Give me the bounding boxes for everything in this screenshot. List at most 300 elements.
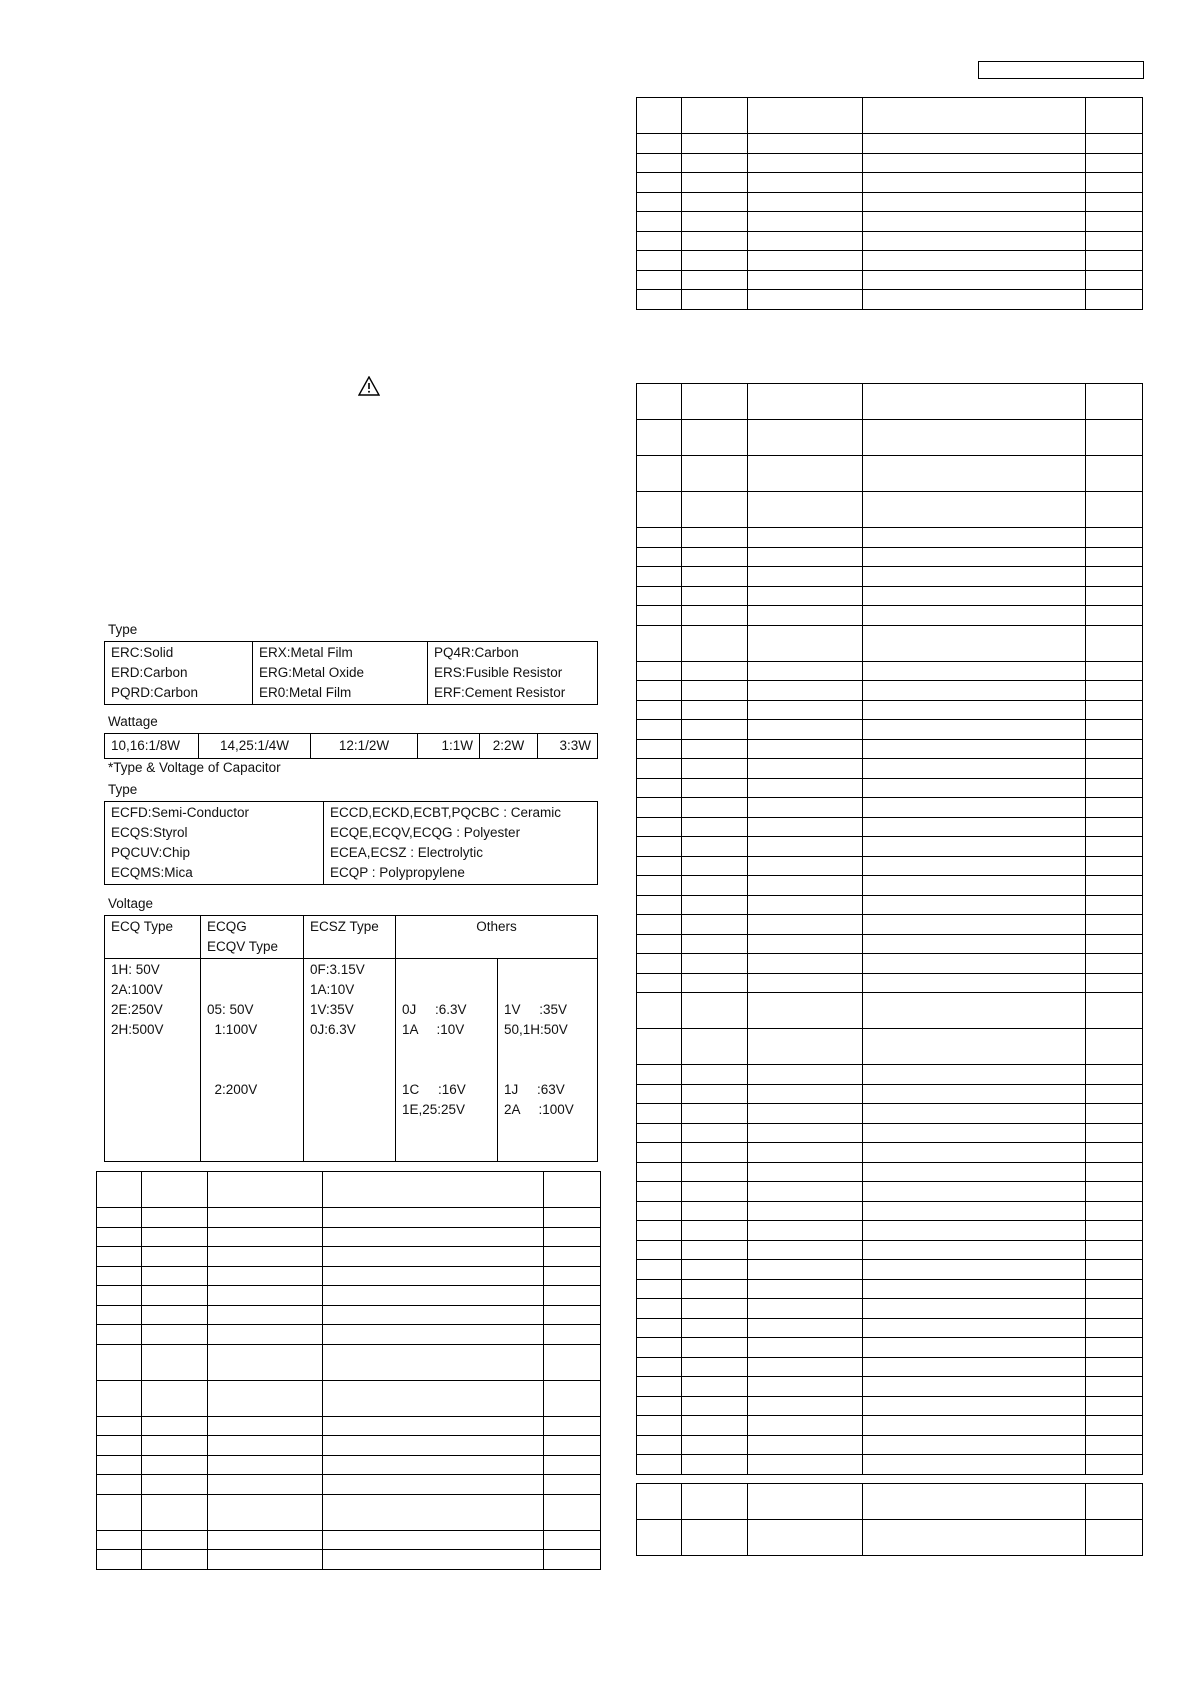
parts-cell bbox=[682, 1520, 748, 1556]
parts-cell bbox=[682, 1455, 748, 1475]
parts-cell bbox=[682, 567, 748, 587]
parts-cell bbox=[863, 1435, 1086, 1455]
parts-cell bbox=[748, 1484, 863, 1520]
parts-cell bbox=[682, 1299, 748, 1319]
parts-cell bbox=[682, 492, 748, 528]
parts-cell bbox=[863, 759, 1086, 779]
parts-cell bbox=[97, 1455, 142, 1475]
parts-cell bbox=[544, 1172, 601, 1208]
parts-cell bbox=[863, 837, 1086, 857]
parts-cell bbox=[863, 798, 1086, 818]
parts-row bbox=[637, 492, 1143, 528]
parts-cell bbox=[637, 606, 682, 626]
parts-cell bbox=[863, 934, 1086, 954]
parts-cell bbox=[637, 251, 682, 271]
parts-cell bbox=[863, 915, 1086, 935]
parts-row bbox=[97, 1227, 601, 1247]
parts-cell bbox=[682, 1084, 748, 1104]
parts-row bbox=[637, 895, 1143, 915]
parts-cell bbox=[97, 1305, 142, 1325]
parts-cell bbox=[637, 384, 682, 420]
capacitor-type-table bbox=[104, 801, 598, 885]
parts-cell bbox=[748, 1520, 863, 1556]
parts-cell bbox=[1086, 1455, 1143, 1475]
parts-cell bbox=[682, 270, 748, 290]
parts-cell bbox=[323, 1208, 544, 1228]
parts-cell bbox=[748, 134, 863, 154]
parts-cell bbox=[637, 798, 682, 818]
parts-row bbox=[637, 625, 1143, 661]
parts-cell bbox=[323, 1475, 544, 1495]
parts-cell bbox=[1086, 1143, 1143, 1163]
parts-cell bbox=[682, 1123, 748, 1143]
parts-cell bbox=[142, 1208, 208, 1228]
parts-table-right-bottom bbox=[636, 1483, 1143, 1556]
parts-cell bbox=[637, 1162, 682, 1182]
parts-cell bbox=[637, 876, 682, 896]
parts-cell bbox=[1086, 173, 1143, 193]
parts-cell bbox=[637, 1299, 682, 1319]
parts-cell bbox=[682, 1484, 748, 1520]
parts-cell bbox=[748, 1143, 863, 1163]
parts-cell bbox=[208, 1286, 323, 1306]
resistor-type-table bbox=[104, 641, 598, 705]
parts-cell bbox=[682, 1182, 748, 1202]
parts-cell bbox=[863, 528, 1086, 548]
parts-cell bbox=[637, 1318, 682, 1338]
parts-cell bbox=[863, 134, 1086, 154]
parts-cell bbox=[637, 856, 682, 876]
parts-cell bbox=[748, 1182, 863, 1202]
parts-cell bbox=[637, 681, 682, 701]
parts-row bbox=[637, 1065, 1143, 1085]
parts-cell bbox=[97, 1550, 142, 1570]
parts-cell bbox=[208, 1325, 323, 1345]
parts-row bbox=[637, 661, 1143, 681]
parts-cell bbox=[682, 973, 748, 993]
parts-cell bbox=[1086, 1240, 1143, 1260]
parts-row bbox=[97, 1305, 601, 1325]
parts-cell bbox=[748, 1435, 863, 1455]
parts-cell bbox=[863, 625, 1086, 661]
parts-cell bbox=[544, 1455, 601, 1475]
parts-cell bbox=[637, 837, 682, 857]
parts-header-row bbox=[637, 384, 1143, 420]
parts-cell bbox=[863, 290, 1086, 310]
parts-cell bbox=[748, 173, 863, 193]
capacitor-type-col-2: ECCD,ECKD,ECBT,PQCBC : Ceramic ECQE,ECQV,ECQG : Polyester ECEA,ECSZ : Electrolytic ECQP : Polypropylene bbox=[324, 802, 598, 885]
parts-cell bbox=[748, 1240, 863, 1260]
parts-cell bbox=[637, 231, 682, 251]
parts-cell bbox=[637, 661, 682, 681]
resistor-type-col-3: PQ4R:Carbon ERS:Fusible Resistor ERF:Cement Resistor bbox=[428, 642, 598, 705]
parts-cell bbox=[637, 1484, 682, 1520]
parts-cell bbox=[682, 661, 748, 681]
parts-cell bbox=[682, 606, 748, 626]
parts-cell bbox=[208, 1530, 323, 1550]
parts-cell bbox=[97, 1475, 142, 1495]
parts-cell bbox=[637, 528, 682, 548]
parts-cell bbox=[1086, 1029, 1143, 1065]
parts-row bbox=[637, 1279, 1143, 1299]
parts-cell bbox=[863, 778, 1086, 798]
parts-cell bbox=[863, 567, 1086, 587]
parts-cell bbox=[1086, 290, 1143, 310]
capacitor-type-label: Type bbox=[108, 782, 138, 797]
parts-cell bbox=[1086, 1416, 1143, 1436]
parts-cell bbox=[682, 1396, 748, 1416]
parts-cell bbox=[208, 1416, 323, 1436]
parts-cell bbox=[637, 1029, 682, 1065]
parts-cell bbox=[142, 1247, 208, 1267]
parts-header-row bbox=[97, 1172, 601, 1208]
parts-cell bbox=[544, 1436, 601, 1456]
parts-row bbox=[637, 290, 1143, 310]
parts-cell bbox=[323, 1227, 544, 1247]
parts-cell bbox=[637, 547, 682, 567]
parts-cell bbox=[1086, 1123, 1143, 1143]
parts-cell bbox=[97, 1344, 142, 1380]
parts-cell bbox=[637, 1240, 682, 1260]
parts-cell bbox=[637, 954, 682, 974]
parts-cell bbox=[863, 876, 1086, 896]
parts-cell bbox=[323, 1247, 544, 1267]
parts-cell bbox=[1086, 1104, 1143, 1124]
parts-row bbox=[637, 1299, 1143, 1319]
parts-cell bbox=[748, 915, 863, 935]
parts-cell bbox=[637, 567, 682, 587]
parts-cell bbox=[1086, 1484, 1143, 1520]
capacitor-type-col-1: ECFD:Semi-Conductor ECQS:Styrol PQCUV:Chip ECQMS:Mica bbox=[105, 802, 324, 885]
parts-cell bbox=[748, 876, 863, 896]
parts-cell bbox=[637, 759, 682, 779]
parts-cell bbox=[863, 1221, 1086, 1241]
parts-cell bbox=[544, 1286, 601, 1306]
parts-cell bbox=[748, 778, 863, 798]
parts-row bbox=[637, 173, 1143, 193]
parts-cell bbox=[748, 1318, 863, 1338]
parts-cell bbox=[544, 1227, 601, 1247]
parts-cell bbox=[748, 1338, 863, 1358]
parts-cell bbox=[97, 1530, 142, 1550]
parts-cell bbox=[682, 547, 748, 567]
parts-row bbox=[637, 1416, 1143, 1436]
parts-cell bbox=[142, 1475, 208, 1495]
wattage-cell: 2:2W bbox=[480, 734, 538, 759]
parts-row bbox=[637, 153, 1143, 173]
parts-cell bbox=[748, 456, 863, 492]
parts-cell bbox=[682, 778, 748, 798]
parts-cell bbox=[142, 1344, 208, 1380]
parts-cell bbox=[748, 1104, 863, 1124]
parts-cell bbox=[863, 895, 1086, 915]
parts-cell bbox=[637, 1279, 682, 1299]
parts-cell bbox=[863, 173, 1086, 193]
parts-cell bbox=[1086, 528, 1143, 548]
parts-cell bbox=[748, 895, 863, 915]
parts-cell bbox=[682, 817, 748, 837]
parts-cell bbox=[544, 1208, 601, 1228]
parts-cell bbox=[682, 700, 748, 720]
parts-cell bbox=[863, 586, 1086, 606]
parts-cell bbox=[682, 1377, 748, 1397]
parts-header-row bbox=[637, 1484, 1143, 1520]
parts-cell bbox=[682, 1416, 748, 1436]
parts-cell bbox=[682, 1357, 748, 1377]
parts-cell bbox=[682, 134, 748, 154]
parts-cell bbox=[682, 384, 748, 420]
parts-row bbox=[637, 954, 1143, 974]
parts-cell bbox=[637, 934, 682, 954]
parts-cell bbox=[748, 993, 863, 1029]
parts-cell bbox=[1086, 1162, 1143, 1182]
parts-cell bbox=[682, 856, 748, 876]
parts-row bbox=[97, 1344, 601, 1380]
parts-cell bbox=[323, 1380, 544, 1416]
parts-cell bbox=[748, 1357, 863, 1377]
parts-cell bbox=[748, 1377, 863, 1397]
parts-row bbox=[637, 212, 1143, 232]
parts-cell bbox=[682, 1162, 748, 1182]
parts-cell bbox=[97, 1436, 142, 1456]
parts-cell bbox=[1086, 1520, 1143, 1556]
parts-row bbox=[637, 1162, 1143, 1182]
parts-cell bbox=[1086, 1084, 1143, 1104]
parts-row bbox=[637, 1318, 1143, 1338]
parts-row bbox=[637, 681, 1143, 701]
parts-row bbox=[637, 1396, 1143, 1416]
parts-cell bbox=[637, 1201, 682, 1221]
parts-cell bbox=[142, 1530, 208, 1550]
wattage-cell: 10,16:1/8W bbox=[105, 734, 199, 759]
parts-cell bbox=[1086, 954, 1143, 974]
parts-row bbox=[637, 759, 1143, 779]
parts-cell bbox=[637, 1065, 682, 1085]
parts-cell bbox=[1086, 1338, 1143, 1358]
parts-cell bbox=[323, 1530, 544, 1550]
parts-cell bbox=[637, 993, 682, 1029]
parts-cell bbox=[863, 251, 1086, 271]
parts-row bbox=[637, 528, 1143, 548]
parts-cell bbox=[863, 384, 1086, 420]
parts-cell bbox=[863, 1338, 1086, 1358]
parts-cell bbox=[748, 290, 863, 310]
parts-cell bbox=[748, 759, 863, 779]
document-code-box bbox=[978, 61, 1144, 79]
parts-cell bbox=[208, 1494, 323, 1530]
parts-cell bbox=[682, 837, 748, 857]
voltage-header-ecsz: ECSZ Type bbox=[304, 916, 396, 959]
parts-cell bbox=[1086, 134, 1143, 154]
voltage-header-ecq: ECQ Type bbox=[105, 916, 201, 959]
parts-row bbox=[97, 1530, 601, 1550]
parts-cell bbox=[682, 1065, 748, 1085]
parts-cell bbox=[748, 1123, 863, 1143]
voltage-column: 05: 50V 1:100V 2:200V bbox=[201, 959, 304, 1162]
parts-row bbox=[637, 231, 1143, 251]
parts-cell bbox=[863, 1260, 1086, 1280]
parts-row bbox=[97, 1208, 601, 1228]
parts-cell bbox=[1086, 1065, 1143, 1085]
parts-cell bbox=[637, 1084, 682, 1104]
parts-cell bbox=[682, 1240, 748, 1260]
parts-cell bbox=[1086, 567, 1143, 587]
parts-cell bbox=[544, 1247, 601, 1267]
parts-cell bbox=[323, 1550, 544, 1570]
parts-cell bbox=[142, 1436, 208, 1456]
parts-cell bbox=[682, 251, 748, 271]
parts-cell bbox=[637, 153, 682, 173]
parts-cell bbox=[637, 98, 682, 134]
parts-cell bbox=[208, 1344, 323, 1380]
parts-cell bbox=[682, 528, 748, 548]
parts-header-row bbox=[637, 98, 1143, 134]
wattage-cell: 1:1W bbox=[418, 734, 480, 759]
parts-cell bbox=[1086, 993, 1143, 1029]
parts-cell bbox=[863, 1455, 1086, 1475]
parts-cell bbox=[748, 1201, 863, 1221]
parts-cell bbox=[863, 1520, 1086, 1556]
parts-cell bbox=[208, 1475, 323, 1495]
parts-cell bbox=[97, 1208, 142, 1228]
parts-cell bbox=[637, 973, 682, 993]
parts-row bbox=[637, 973, 1143, 993]
parts-cell bbox=[748, 1299, 863, 1319]
parts-cell bbox=[323, 1455, 544, 1475]
parts-table-right-top bbox=[636, 97, 1143, 310]
parts-row bbox=[637, 1104, 1143, 1124]
parts-cell bbox=[323, 1172, 544, 1208]
parts-cell bbox=[637, 1357, 682, 1377]
parts-cell bbox=[863, 420, 1086, 456]
parts-cell bbox=[748, 384, 863, 420]
parts-cell bbox=[748, 837, 863, 857]
parts-cell bbox=[748, 492, 863, 528]
parts-cell bbox=[748, 625, 863, 661]
parts-cell bbox=[682, 1279, 748, 1299]
voltage-header-ecqg-ecqv: ECQG ECQV Type bbox=[201, 916, 304, 959]
parts-cell bbox=[142, 1172, 208, 1208]
parts-cell bbox=[863, 1143, 1086, 1163]
parts-row bbox=[637, 1182, 1143, 1202]
parts-cell bbox=[637, 817, 682, 837]
parts-row bbox=[637, 1029, 1143, 1065]
parts-cell bbox=[1086, 973, 1143, 993]
parts-cell bbox=[637, 456, 682, 492]
parts-row bbox=[637, 1455, 1143, 1475]
parts-cell bbox=[1086, 153, 1143, 173]
parts-cell bbox=[1086, 456, 1143, 492]
parts-row bbox=[637, 798, 1143, 818]
parts-cell bbox=[208, 1380, 323, 1416]
parts-cell bbox=[1086, 384, 1143, 420]
parts-row bbox=[637, 1240, 1143, 1260]
parts-cell bbox=[1086, 895, 1143, 915]
parts-cell bbox=[682, 759, 748, 779]
parts-row bbox=[637, 1520, 1143, 1556]
parts-table-right-middle bbox=[636, 383, 1143, 1475]
parts-row bbox=[97, 1266, 601, 1286]
parts-cell bbox=[1086, 1221, 1143, 1241]
parts-row bbox=[637, 837, 1143, 857]
parts-cell bbox=[142, 1380, 208, 1416]
parts-cell bbox=[208, 1172, 323, 1208]
parts-row bbox=[637, 817, 1143, 837]
parts-cell bbox=[748, 192, 863, 212]
parts-cell bbox=[863, 1201, 1086, 1221]
parts-cell bbox=[863, 192, 1086, 212]
voltage-column: 0F:3.15V 1A:10V 1V:35V 0J:6.3V bbox=[304, 959, 396, 1162]
parts-row bbox=[637, 700, 1143, 720]
parts-cell bbox=[748, 251, 863, 271]
parts-cell bbox=[637, 1377, 682, 1397]
parts-row bbox=[637, 420, 1143, 456]
parts-cell bbox=[544, 1475, 601, 1495]
parts-row bbox=[637, 586, 1143, 606]
parts-cell bbox=[208, 1436, 323, 1456]
parts-cell bbox=[97, 1494, 142, 1530]
parts-cell bbox=[323, 1266, 544, 1286]
parts-cell bbox=[142, 1416, 208, 1436]
parts-cell bbox=[637, 192, 682, 212]
parts-cell bbox=[97, 1416, 142, 1436]
parts-cell bbox=[863, 661, 1086, 681]
parts-cell bbox=[682, 993, 748, 1029]
parts-cell bbox=[748, 934, 863, 954]
parts-cell bbox=[1086, 1260, 1143, 1280]
parts-cell bbox=[682, 192, 748, 212]
parts-cell bbox=[748, 661, 863, 681]
parts-cell bbox=[1086, 1299, 1143, 1319]
parts-cell bbox=[637, 492, 682, 528]
parts-cell bbox=[637, 270, 682, 290]
parts-cell bbox=[142, 1286, 208, 1306]
parts-cell bbox=[208, 1266, 323, 1286]
parts-row bbox=[97, 1416, 601, 1436]
parts-cell bbox=[682, 420, 748, 456]
parts-row bbox=[97, 1325, 601, 1345]
parts-row bbox=[637, 270, 1143, 290]
parts-cell bbox=[863, 1240, 1086, 1260]
parts-row bbox=[637, 856, 1143, 876]
parts-cell bbox=[208, 1550, 323, 1570]
parts-cell bbox=[142, 1550, 208, 1570]
voltage-column: 1V :35V 50,1H:50V 1J :63V 2A :100V bbox=[498, 959, 598, 1162]
parts-cell bbox=[544, 1305, 601, 1325]
parts-cell bbox=[682, 456, 748, 492]
parts-cell bbox=[1086, 1201, 1143, 1221]
wattage-cell: 12:1/2W bbox=[311, 734, 418, 759]
parts-row bbox=[637, 456, 1143, 492]
parts-cell bbox=[637, 173, 682, 193]
parts-cell bbox=[863, 1299, 1086, 1319]
parts-cell bbox=[748, 528, 863, 548]
parts-cell bbox=[637, 895, 682, 915]
parts-row bbox=[637, 567, 1143, 587]
parts-cell bbox=[1086, 192, 1143, 212]
parts-cell bbox=[682, 720, 748, 740]
parts-cell bbox=[682, 1029, 748, 1065]
parts-cell bbox=[1086, 492, 1143, 528]
parts-cell bbox=[208, 1305, 323, 1325]
parts-cell bbox=[637, 625, 682, 661]
parts-cell bbox=[1086, 856, 1143, 876]
parts-cell bbox=[1086, 547, 1143, 567]
parts-cell bbox=[97, 1172, 142, 1208]
warning-triangle-icon bbox=[358, 376, 380, 396]
wattage-label: Wattage bbox=[108, 714, 158, 729]
parts-row bbox=[97, 1436, 601, 1456]
